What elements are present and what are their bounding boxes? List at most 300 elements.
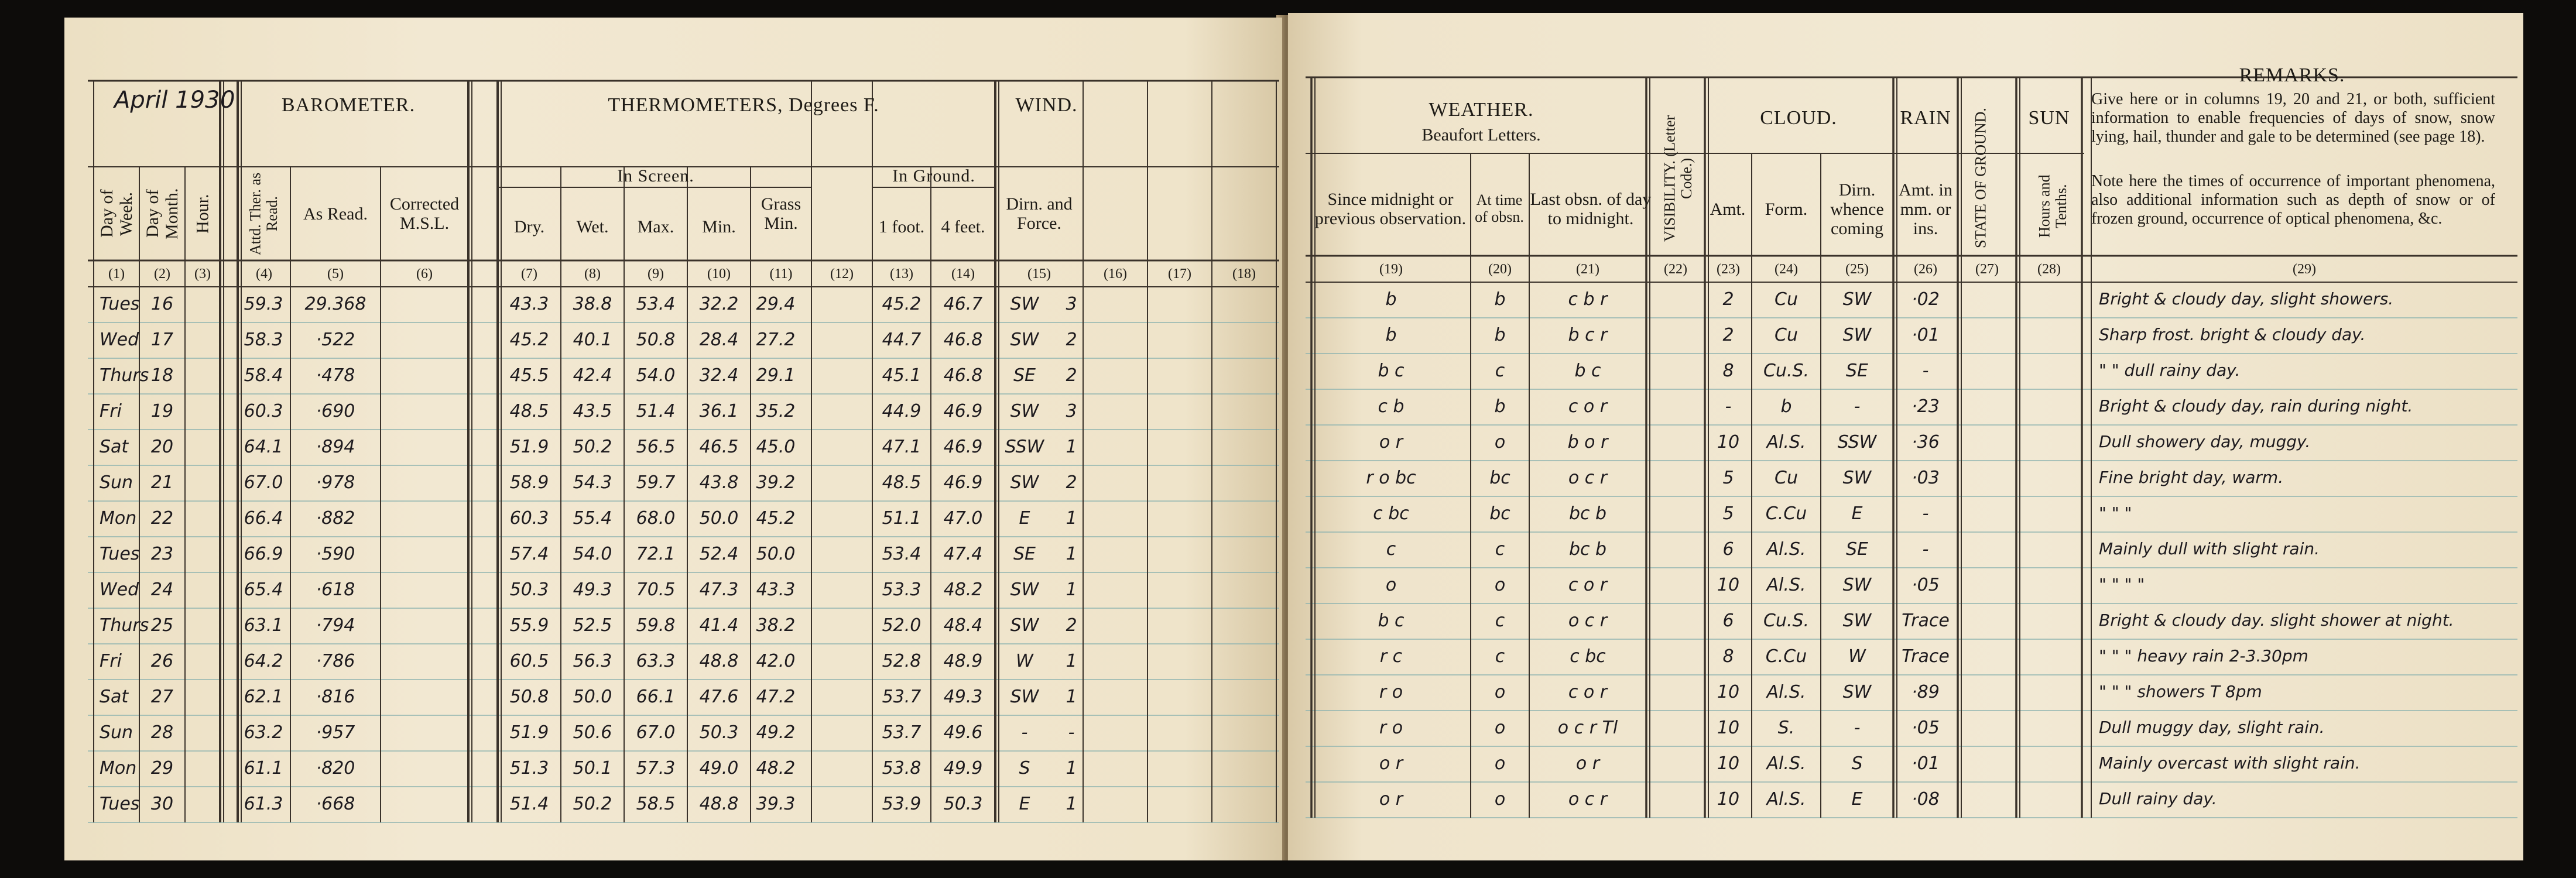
- attached-thermometer-cell: 60.3: [244, 401, 283, 421]
- cloud-form-cell: Al.S.: [1766, 575, 1806, 595]
- cloud-direction-cell: E: [1851, 503, 1863, 524]
- cloud-amount-cell: 6: [1722, 611, 1734, 631]
- grass-min-cell: 38.2: [756, 615, 796, 636]
- col-cloud-dirn: Dirn. whence coming: [1830, 180, 1884, 238]
- day-of-week-cell: Wed: [100, 579, 139, 600]
- cloud-direction-cell: SW: [1842, 682, 1872, 702]
- ground-1-foot-cell: 47.1: [882, 437, 922, 457]
- wind-direction-cell: SW: [1010, 294, 1039, 314]
- weather-last-obsn-cell: o c r: [1568, 789, 1608, 810]
- wind-direction-cell: W: [1016, 651, 1033, 671]
- max-temp-cell: 54.0: [636, 365, 676, 386]
- cloud-direction-cell: SW: [1842, 611, 1872, 631]
- ground-1-foot-cell: 44.7: [882, 330, 922, 350]
- weather-at-obsn-cell: c: [1495, 611, 1505, 631]
- ground-1-foot-cell: 44.9: [882, 401, 922, 421]
- cloud-direction-cell: SE: [1846, 539, 1868, 560]
- cloud-form-cell: Al.S.: [1766, 432, 1806, 452]
- rain-amount-cell: Trace: [1902, 646, 1950, 667]
- cloud-form-cell: Al.S.: [1766, 789, 1806, 810]
- ground-1-foot-cell: 45.2: [882, 294, 922, 314]
- column-number: (4): [256, 266, 272, 282]
- dry-bulb-cell: 51.9: [509, 722, 549, 743]
- column-number: (16): [1104, 266, 1127, 282]
- col-day-of-week: Day of Week.: [97, 189, 136, 238]
- col-visibility: VISIBILITY. (Letter Code.): [1661, 115, 1695, 242]
- column-number: (7): [521, 266, 537, 282]
- max-temp-cell: 70.5: [636, 579, 676, 600]
- max-temp-cell: 50.8: [636, 330, 676, 350]
- rain-amount-cell: ·02: [1912, 289, 1940, 310]
- barometer-reading-cell: 29.368: [304, 294, 366, 314]
- day-of-week-cell: Fri: [100, 651, 122, 671]
- ground-1-foot-cell: 52.0: [882, 615, 922, 636]
- day-of-month-cell: 29: [150, 758, 174, 778]
- col-since-midnight: Since midnight or previous observation.: [1314, 190, 1467, 228]
- grass-min-cell: 27.2: [756, 330, 796, 350]
- min-temp-cell: 48.8: [699, 651, 739, 671]
- min-temp-cell: 46.5: [699, 437, 739, 457]
- weather-since-midnight-cell: o r: [1379, 432, 1403, 452]
- weather-last-obsn-cell: o c r: [1568, 611, 1608, 631]
- weather-last-obsn-cell: o c r: [1568, 468, 1608, 488]
- wind-force-cell: 1: [1066, 687, 1077, 707]
- barometer-reading-cell: ·522: [316, 330, 355, 350]
- day-of-month-cell: 21: [150, 472, 174, 493]
- wind-force-cell: 2: [1066, 472, 1077, 493]
- weather-last-obsn-cell: c b r: [1568, 289, 1608, 310]
- weather-at-obsn-cell: o: [1494, 753, 1506, 774]
- wind-force-cell: 1: [1066, 544, 1077, 564]
- weather-last-obsn-cell: bc b: [1568, 539, 1607, 560]
- column-number: (12): [830, 266, 854, 282]
- ground-4-feet-cell: 47.4: [943, 544, 983, 564]
- ground-1-foot-cell: 53.3: [882, 579, 922, 600]
- cloud-amount-cell: 8: [1722, 361, 1734, 381]
- dry-bulb-cell: 43.3: [509, 294, 549, 314]
- remark-cell: Bright & cloudy day, rain during night.: [2099, 396, 2413, 416]
- remark-cell: Mainly dull with slight rain.: [2099, 539, 2320, 558]
- col-state-of-ground: STATE OF GROUND.: [1972, 108, 1989, 249]
- day-of-month-cell: 24: [150, 579, 174, 600]
- rain-amount-cell: ·05: [1912, 718, 1940, 738]
- column-number: (21): [1576, 261, 1599, 277]
- remarks-heading: REMARKS.: [2239, 64, 2345, 87]
- col-as-read: As Read.: [303, 204, 368, 224]
- weather-since-midnight-cell: c bc: [1373, 503, 1409, 524]
- column-number: (2): [154, 266, 170, 282]
- weather-at-obsn-cell: c: [1495, 539, 1505, 560]
- day-of-month-cell: 16: [150, 294, 174, 314]
- rain-amount-cell: ·01: [1912, 753, 1940, 774]
- rain-amount-cell: -: [1922, 503, 1929, 524]
- weather-since-midnight-cell: c: [1386, 539, 1396, 560]
- ground-4-feet-cell: 46.9: [943, 437, 983, 457]
- column-number: (15): [1027, 266, 1051, 282]
- wind-direction-cell: E: [1019, 794, 1030, 814]
- min-temp-cell: 28.4: [699, 330, 739, 350]
- column-number: (23): [1717, 261, 1740, 277]
- grass-min-cell: 48.2: [756, 758, 796, 778]
- weather-last-obsn-cell: c o r: [1568, 682, 1608, 702]
- dry-bulb-cell: 51.4: [509, 794, 549, 814]
- min-temp-cell: 47.6: [699, 687, 739, 707]
- col-max: Max.: [637, 217, 674, 236]
- min-temp-cell: 47.3: [699, 579, 739, 600]
- ground-4-feet-cell: 46.9: [943, 472, 983, 493]
- sun-heading: SUN: [2028, 107, 2070, 129]
- weather-at-obsn-cell: b: [1494, 289, 1506, 310]
- remark-cell: Dull rainy day.: [2099, 789, 2217, 808]
- cloud-amount-cell: 10: [1717, 575, 1740, 595]
- beaufort-subheading: Beaufort Letters.: [1421, 125, 1541, 145]
- wind-force-cell: 2: [1066, 615, 1077, 636]
- barometer-reading-cell: ·590: [316, 544, 355, 564]
- max-temp-cell: 53.4: [636, 294, 676, 314]
- dry-bulb-cell: 50.3: [509, 579, 549, 600]
- grass-min-cell: 29.4: [756, 294, 796, 314]
- remark-cell: " " " ": [2099, 575, 2145, 594]
- attached-thermometer-cell: 58.4: [244, 365, 283, 386]
- column-number: (6): [416, 266, 433, 282]
- day-of-week-cell: Thurs: [100, 615, 149, 636]
- weather-last-obsn-cell: b c: [1574, 361, 1601, 381]
- wind-heading: WIND.: [1015, 94, 1078, 116]
- rain-amount-cell: ·05: [1912, 575, 1940, 595]
- wind-force-cell: 3: [1066, 401, 1077, 421]
- attached-thermometer-cell: 64.1: [244, 437, 283, 457]
- wind-force-cell: 1: [1066, 579, 1077, 600]
- day-of-month-cell: 26: [150, 651, 174, 671]
- weather-at-obsn-cell: o: [1494, 682, 1506, 702]
- cloud-form-cell: Al.S.: [1766, 753, 1806, 774]
- ground-4-feet-cell: 48.2: [943, 579, 983, 600]
- cloud-direction-cell: SW: [1842, 289, 1872, 310]
- cloud-amount-cell: 6: [1722, 539, 1734, 560]
- day-of-month-cell: 25: [150, 615, 174, 636]
- col-attd-ther: Attd. Ther. as Read.: [246, 172, 280, 255]
- day-of-week-cell: Fri: [100, 401, 122, 421]
- cloud-form-cell: Cu.S.: [1763, 361, 1810, 381]
- dry-bulb-cell: 51.3: [509, 758, 549, 778]
- ground-4-feet-cell: 48.4: [943, 615, 983, 636]
- col-grass-min: Grass Min.: [761, 194, 801, 233]
- ground-4-feet-cell: 49.6: [943, 722, 983, 743]
- weather-at-obsn-cell: c: [1495, 646, 1505, 667]
- rain-heading: RAIN: [1900, 107, 1951, 129]
- wind-force-cell: 2: [1066, 330, 1077, 350]
- column-number: (20): [1488, 261, 1512, 277]
- column-number: (11): [769, 266, 793, 282]
- wind-direction-cell: -: [1021, 722, 1028, 743]
- cloud-form-cell: Cu: [1775, 289, 1798, 310]
- wind-direction-cell: SE: [1013, 544, 1036, 564]
- remark-cell: " " " heavy rain 2-3.30pm: [2099, 646, 2308, 666]
- remark-cell: " " " showers T 8pm: [2099, 682, 2262, 701]
- cloud-amount-cell: 10: [1717, 718, 1740, 738]
- cloud-form-cell: b: [1780, 396, 1792, 417]
- max-temp-cell: 56.5: [636, 437, 676, 457]
- weather-at-obsn-cell: o: [1494, 718, 1506, 738]
- rain-amount-cell: ·01: [1912, 325, 1940, 345]
- barometer-reading-cell: ·690: [316, 401, 355, 421]
- wind-direction-cell: SE: [1013, 365, 1036, 386]
- ground-1-foot-cell: 52.8: [882, 651, 922, 671]
- column-number: (14): [951, 266, 975, 282]
- grass-min-cell: 43.3: [756, 579, 796, 600]
- col-corrected-msl: Corrected M.S.L.: [389, 194, 460, 233]
- rain-amount-cell: ·89: [1912, 682, 1940, 702]
- weather-at-obsn-cell: bc: [1489, 503, 1510, 524]
- max-temp-cell: 67.0: [636, 722, 676, 743]
- right-page: [1288, 13, 2523, 860]
- wind-direction-cell: SW: [1010, 330, 1039, 350]
- wet-bulb-cell: 54.0: [573, 544, 612, 564]
- wind-direction-cell: SW: [1010, 615, 1039, 636]
- wind-direction-cell: SW: [1010, 472, 1039, 493]
- min-temp-cell: 48.8: [699, 794, 739, 814]
- day-of-month-cell: 18: [150, 365, 174, 386]
- dry-bulb-cell: 57.4: [509, 544, 549, 564]
- wind-direction-cell: SW: [1010, 579, 1039, 600]
- cloud-amount-cell: 10: [1717, 682, 1740, 702]
- attached-thermometer-cell: 65.4: [244, 579, 283, 600]
- dry-bulb-cell: 55.9: [509, 615, 549, 636]
- weather-since-midnight-cell: b c: [1378, 611, 1405, 631]
- wet-bulb-cell: 38.8: [573, 294, 612, 314]
- attached-thermometer-cell: 61.1: [244, 758, 283, 778]
- rain-amount-cell: ·08: [1912, 789, 1940, 810]
- max-temp-cell: 72.1: [636, 544, 676, 564]
- weather-at-obsn-cell: c: [1495, 361, 1505, 381]
- col-day-of-month: Day of Month.: [143, 188, 181, 239]
- cloud-direction-cell: -: [1854, 396, 1861, 417]
- dry-bulb-cell: 50.8: [509, 687, 549, 707]
- remark-cell: Bright & cloudy day, slight showers.: [2099, 289, 2394, 308]
- day-of-week-cell: Sun: [100, 472, 133, 493]
- max-temp-cell: 51.4: [636, 401, 676, 421]
- remarks-instructions-1: Give here or in columns 19, 20 and 21, or both, sufficient information to enable frequencies of days of snow, snow lying, hail, thunder and gale to be determined (see page 18).: [2091, 90, 2495, 146]
- remark-cell: Bright & cloudy day. slight shower at night.: [2099, 611, 2454, 630]
- min-temp-cell: 50.0: [699, 508, 739, 529]
- day-of-month-cell: 23: [150, 544, 174, 564]
- weather-last-obsn-cell: b o r: [1567, 432, 1608, 452]
- barometer-reading-cell: ·894: [316, 437, 355, 457]
- cloud-amount-cell: 10: [1717, 753, 1740, 774]
- wet-bulb-cell: 56.3: [573, 651, 612, 671]
- in-ground-heading: In Ground.: [892, 166, 975, 186]
- day-of-month-cell: 28: [150, 722, 174, 743]
- wet-bulb-cell: 49.3: [573, 579, 612, 600]
- wind-direction-cell: SSW: [1005, 437, 1044, 457]
- attached-thermometer-cell: 67.0: [244, 472, 283, 493]
- rain-amount-cell: -: [1922, 361, 1929, 381]
- column-number: (28): [2037, 261, 2061, 277]
- weather-last-obsn-cell: c o r: [1568, 396, 1608, 417]
- min-temp-cell: 50.3: [699, 722, 739, 743]
- grass-min-cell: 42.0: [756, 651, 796, 671]
- col-dirn-force: Dirn. and Force.: [1006, 194, 1073, 233]
- day-of-week-cell: Mon: [100, 508, 137, 529]
- col-min: Min.: [702, 217, 736, 236]
- grass-min-cell: 50.0: [756, 544, 796, 564]
- grass-min-cell: 29.1: [756, 365, 796, 386]
- wet-bulb-cell: 42.4: [573, 365, 612, 386]
- wet-bulb-cell: 50.0: [573, 687, 612, 707]
- cloud-form-cell: C.Cu: [1765, 646, 1807, 667]
- barometer-reading-cell: ·668: [316, 794, 355, 814]
- wind-force-cell: 2: [1066, 365, 1077, 386]
- attached-thermometer-cell: 61.3: [244, 794, 283, 814]
- dry-bulb-cell: 45.5: [509, 365, 549, 386]
- max-temp-cell: 59.7: [636, 472, 676, 493]
- grass-min-cell: 39.3: [756, 794, 796, 814]
- weather-since-midnight-cell: b c: [1378, 361, 1405, 381]
- col-last-obsn: Last obsn. of day to midnight.: [1530, 190, 1652, 228]
- barometer-reading-cell: ·786: [316, 651, 355, 671]
- cloud-form-cell: Al.S.: [1766, 682, 1806, 702]
- wet-bulb-cell: 50.6: [573, 722, 612, 743]
- cloud-form-cell: S.: [1777, 718, 1795, 738]
- left-page: [64, 18, 1282, 860]
- column-number: (24): [1775, 261, 1798, 277]
- column-number: (26): [1914, 261, 1937, 277]
- cloud-form-cell: Al.S.: [1766, 539, 1806, 560]
- remark-cell: Mainly overcast with slight rain.: [2099, 753, 2361, 773]
- weather-since-midnight-cell: o r: [1379, 789, 1403, 810]
- ground-4-feet-cell: 46.7: [943, 294, 983, 314]
- dry-bulb-cell: 60.3: [509, 508, 549, 529]
- remark-cell: " " dull rainy day.: [2099, 361, 2241, 380]
- cloud-heading: CLOUD.: [1760, 107, 1837, 129]
- cloud-amount-cell: 2: [1722, 325, 1734, 345]
- cloud-form-cell: Cu: [1775, 325, 1798, 345]
- wind-direction-cell: SW: [1010, 401, 1039, 421]
- col-hour: Hour.: [193, 194, 213, 234]
- remark-cell: " " ": [2099, 503, 2132, 523]
- weather-last-obsn-cell: c o r: [1568, 575, 1608, 595]
- max-temp-cell: 68.0: [636, 508, 676, 529]
- attached-thermometer-cell: 63.1: [244, 615, 283, 636]
- grass-min-cell: 47.2: [756, 687, 796, 707]
- barometer-reading-cell: ·882: [316, 508, 355, 529]
- remark-cell: Dull showery day, muggy.: [2099, 432, 2311, 451]
- barometer-reading-cell: ·978: [316, 472, 355, 493]
- day-of-week-cell: Tues: [100, 544, 140, 564]
- grass-min-cell: 39.2: [756, 472, 796, 493]
- cloud-direction-cell: SE: [1846, 361, 1868, 381]
- cloud-direction-cell: S: [1851, 753, 1863, 774]
- weather-at-obsn-cell: o: [1494, 789, 1506, 810]
- min-temp-cell: 32.2: [699, 294, 739, 314]
- min-temp-cell: 49.0: [699, 758, 739, 778]
- day-of-month-cell: 20: [150, 437, 174, 457]
- max-temp-cell: 59.8: [636, 615, 676, 636]
- month-label: April 193: [114, 87, 220, 114]
- wind-direction-cell: SW: [1010, 687, 1039, 707]
- cloud-direction-cell: SW: [1842, 325, 1872, 345]
- dry-bulb-cell: 51.9: [509, 437, 549, 457]
- attached-thermometer-cell: 62.1: [244, 687, 283, 707]
- day-of-month-cell: 30: [150, 794, 174, 814]
- max-temp-cell: 66.1: [636, 687, 676, 707]
- dry-bulb-cell: 48.5: [509, 401, 549, 421]
- min-temp-cell: 36.1: [699, 401, 739, 421]
- day-of-week-cell: Wed: [100, 330, 139, 350]
- cloud-amount-cell: 5: [1722, 503, 1734, 524]
- wind-force-cell: 1: [1066, 794, 1077, 814]
- ground-1-foot-cell: 51.1: [882, 508, 922, 529]
- weather-at-obsn-cell: o: [1494, 432, 1506, 452]
- wet-bulb-cell: 55.4: [573, 508, 612, 529]
- column-number: (22): [1664, 261, 1687, 277]
- wind-force-cell: 1: [1066, 508, 1077, 529]
- column-number: (1): [108, 266, 125, 282]
- cloud-direction-cell: W: [1848, 646, 1866, 667]
- weather-last-obsn-cell: o c r Tl: [1557, 718, 1618, 738]
- barometer-reading-cell: ·816: [316, 687, 355, 707]
- ground-4-feet-cell: 49.9: [943, 758, 983, 778]
- day-of-week-cell: Mon: [100, 758, 137, 778]
- weather-since-midnight-cell: b: [1385, 289, 1397, 310]
- day-of-week-cell: Tues: [100, 294, 140, 314]
- ground-4-feet-cell: 49.3: [943, 687, 983, 707]
- barometer-reading-cell: ·618: [316, 579, 355, 600]
- grass-min-cell: 45.2: [756, 508, 796, 529]
- weather-at-obsn-cell: b: [1494, 396, 1506, 417]
- wind-force-cell: 1: [1066, 437, 1077, 457]
- rain-amount-cell: ·03: [1912, 468, 1940, 488]
- rain-amount-cell: Trace: [1902, 611, 1950, 631]
- column-number: (29): [2293, 261, 2316, 277]
- cloud-amount-cell: -: [1725, 396, 1732, 417]
- column-number: (25): [1845, 261, 1869, 277]
- wind-force-cell: 3: [1066, 294, 1077, 314]
- col-dry: Dry.: [513, 217, 545, 236]
- day-of-week-cell: Sat: [100, 437, 129, 457]
- wind-force-cell: -: [1068, 722, 1075, 743]
- barometer-reading-cell: ·957: [316, 722, 355, 743]
- cloud-amount-cell: 10: [1717, 432, 1740, 452]
- column-number: (18): [1232, 266, 1256, 282]
- cloud-form-cell: C.Cu: [1765, 503, 1807, 524]
- cloud-amount-cell: 5: [1722, 468, 1734, 488]
- col-cloud-amt: Amt.: [1710, 199, 1746, 219]
- cloud-direction-cell: E: [1851, 789, 1863, 810]
- barometer-heading: BAROMETER.: [281, 94, 416, 116]
- col-1-foot: 1 foot.: [878, 217, 925, 236]
- weather-since-midnight-cell: o r: [1379, 753, 1403, 774]
- wet-bulb-cell: 50.2: [573, 794, 612, 814]
- day-of-month-cell: 19: [150, 401, 174, 421]
- wet-bulb-cell: 52.5: [573, 615, 612, 636]
- ground-4-feet-cell: 46.8: [943, 330, 983, 350]
- column-number: (8): [584, 266, 601, 282]
- min-temp-cell: 43.8: [699, 472, 739, 493]
- cloud-direction-cell: SW: [1842, 575, 1872, 595]
- day-of-month-cell: 17: [150, 330, 174, 350]
- attached-thermometer-cell: 64.2: [244, 651, 283, 671]
- column-number: (10): [707, 266, 731, 282]
- cloud-direction-cell: -: [1854, 718, 1861, 738]
- dry-bulb-cell: 58.9: [509, 472, 549, 493]
- weather-heading: WEATHER.: [1429, 99, 1534, 121]
- ground-1-foot-cell: 48.5: [882, 472, 922, 493]
- attached-thermometer-cell: 63.2: [244, 722, 283, 743]
- grass-min-cell: 49.2: [756, 722, 796, 743]
- attached-thermometer-cell: 66.9: [244, 544, 283, 564]
- dry-bulb-cell: 45.2: [509, 330, 549, 350]
